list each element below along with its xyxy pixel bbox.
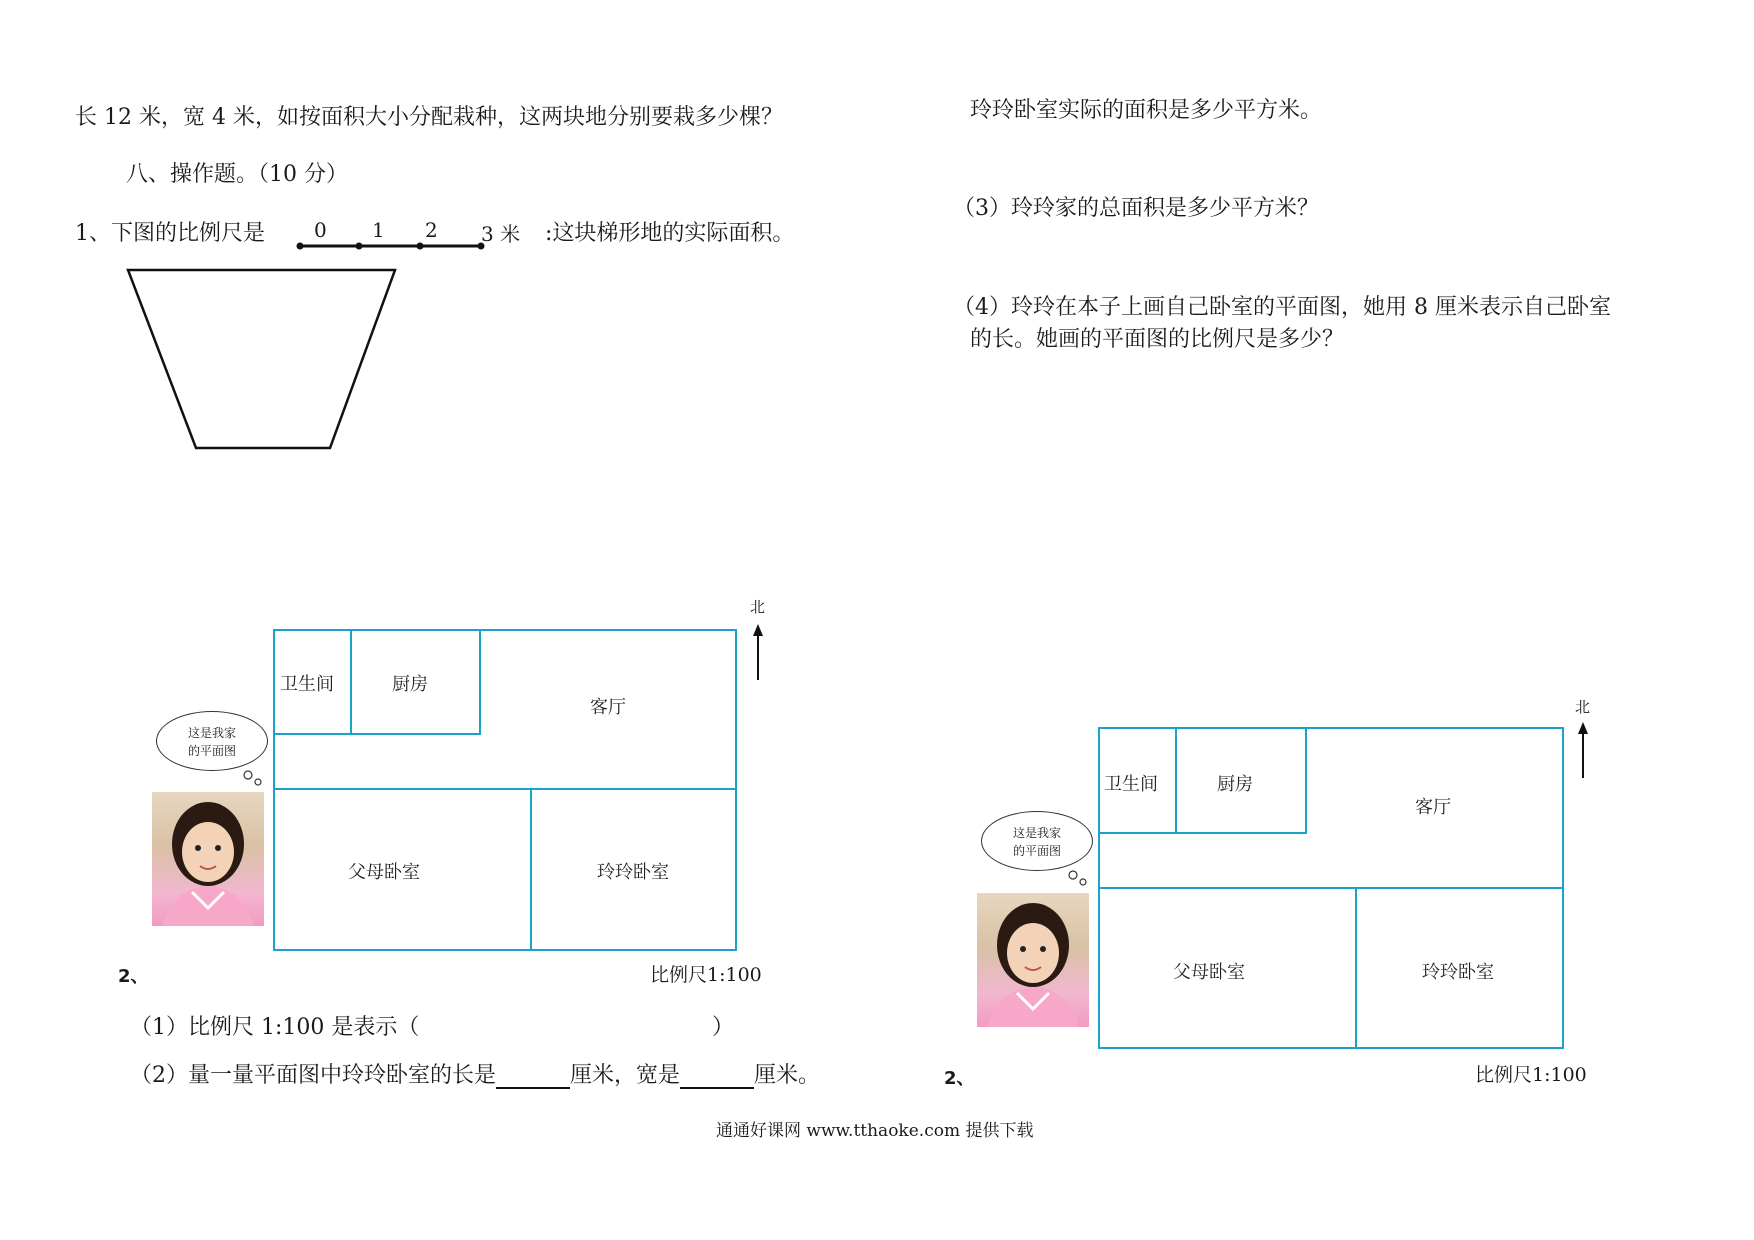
scale-tick-1: 1 <box>372 218 385 242</box>
north-arrow-icon <box>748 624 768 682</box>
label-bathroom: 卫生间 <box>280 674 334 695</box>
girl-illustration <box>152 792 264 926</box>
label-bathroom: 卫生间 <box>1104 774 1158 795</box>
bubble-line-1: 这是我家 <box>1012 826 1061 840</box>
label-living: 客厅 <box>590 697 626 718</box>
girl-illustration <box>977 893 1089 1027</box>
bubble-tail <box>1065 870 1095 890</box>
label-linglings: 玲玲卧室 <box>1422 962 1494 983</box>
north-label: 北 <box>750 598 766 616</box>
scale-tick-2: 2 <box>425 218 438 242</box>
bubble-tail <box>240 770 270 790</box>
q2-number-right: 2、 <box>944 1068 975 1089</box>
q1-suffix: :这块梯形地的实际面积。 <box>545 221 795 246</box>
right-line1: 玲玲卧室实际的面积是多少平方米。 <box>970 98 1323 123</box>
label-living: 客厅 <box>1415 797 1451 818</box>
q4-line2: 的长。她画的平面图的比例尺是多少？ <box>970 327 1345 352</box>
label-linglings: 玲玲卧室 <box>597 862 669 883</box>
bubble-line-1: 这是我家 <box>187 726 236 740</box>
continued-problem-text: 长 12 米，宽 4 米，如按面积大小分配栽种，这两块地分别要栽多少棵？ <box>75 105 783 130</box>
girl-photo <box>152 792 264 926</box>
label-kitchen: 厨房 <box>392 674 428 695</box>
trapezoid-figure <box>120 262 410 452</box>
girl-photo <box>977 893 1089 1027</box>
speech-bubble <box>981 811 1093 871</box>
scale-tick-3: 3 米 <box>481 222 521 246</box>
q4-line1: （4）玲玲在本子上画自己卧室的平面图，她用 8 厘米表示自己卧室 <box>953 295 1611 320</box>
q2-sub1-prefix: （1）比例尺 1:100 是表示（ <box>130 1015 420 1040</box>
width-blank[interactable] <box>680 1065 754 1089</box>
north-label: 北 <box>1575 698 1591 716</box>
section-title: 八、操作题。（10 分） <box>126 162 348 187</box>
label-parents: 父母卧室 <box>1173 962 1245 983</box>
label-parents: 父母卧室 <box>348 862 420 883</box>
north-arrow-icon <box>1573 722 1593 780</box>
label-kitchen: 厨房 <box>1217 774 1253 795</box>
scale-tick-0: 0 <box>314 218 327 242</box>
q2-sub2-c: 厘米。 <box>754 1063 821 1088</box>
plan-scale-label: 比例尺1:100 <box>650 964 762 986</box>
q2-number: 2、 <box>118 966 149 987</box>
q2-sub2 <box>130 1058 820 1089</box>
q1-prefix: 1、下图的比例尺是 <box>75 221 265 246</box>
footer-credit: 通通好课网 www.tthaoke.com 提供下载 <box>716 1121 1034 1141</box>
q2-sub2-a: （2）量一量平面图中玲玲卧室的长是 <box>130 1063 496 1088</box>
bubble-line-2: 的平面图 <box>1012 844 1061 858</box>
q2-sub2-b: 厘米，宽是 <box>570 1063 681 1088</box>
plan-scale-label: 比例尺1:100 <box>1475 1064 1587 1086</box>
q3-text: （3）玲玲家的总面积是多少平方米？ <box>953 196 1319 221</box>
q2-sub1-suffix: ） <box>712 1015 735 1040</box>
length-blank[interactable] <box>496 1065 570 1089</box>
speech-bubble <box>156 711 268 771</box>
bubble-line-2: 的平面图 <box>187 744 236 758</box>
